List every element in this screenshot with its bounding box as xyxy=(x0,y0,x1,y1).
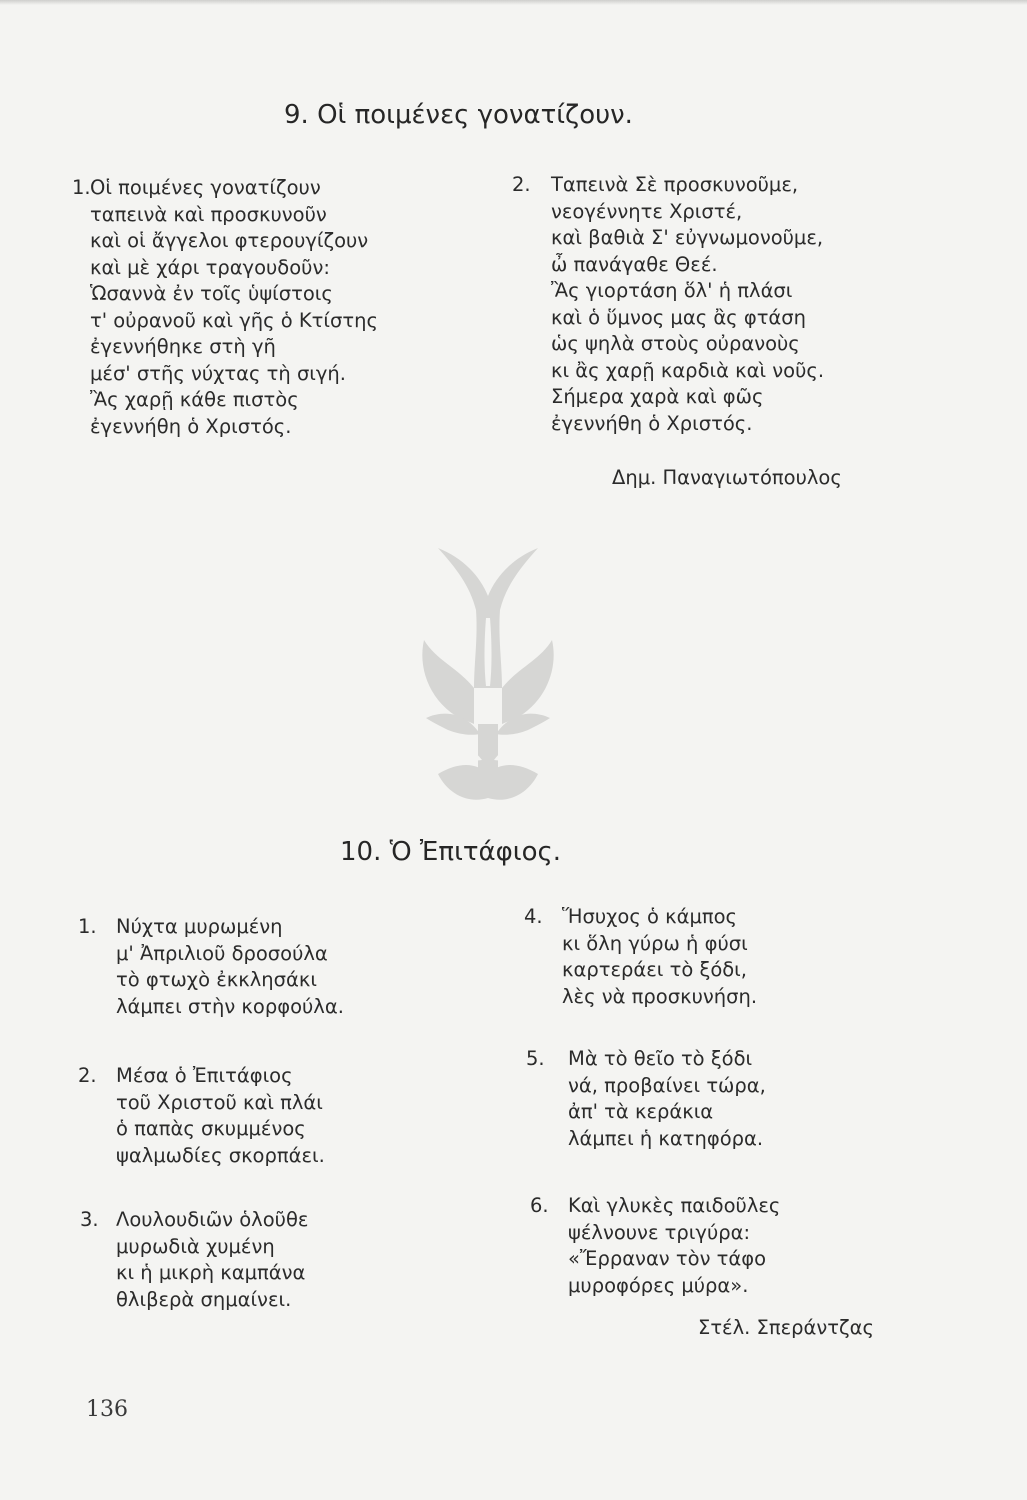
poem-9-stanza-1 xyxy=(90,175,378,440)
verse-line: μυρωδιὰ χυμένη xyxy=(116,1234,275,1258)
poem-10-stanza-5-number: 5. xyxy=(526,1047,545,1070)
poem-9-stanza-2 xyxy=(551,172,824,437)
verse-line: ἐγεννήθη ὁ Χριστός. xyxy=(551,411,753,435)
poem-9-stanza-1-number: 1. xyxy=(72,176,91,199)
verse-line: Μέσα ὁ Ἐπιτάφιος xyxy=(116,1064,293,1087)
verse-line: μ' Ἀπριλιοῦ δροσούλα xyxy=(116,941,328,965)
verse-line: νά, προβαίνει τώρα, xyxy=(568,1073,766,1097)
poem-10-author: Στέλ. Σπεράντζας xyxy=(698,1316,874,1339)
verse-line: τοῦ Χριστοῦ καὶ πλάι xyxy=(116,1090,323,1114)
verse-line: νεογέννητε Χριστέ, xyxy=(551,199,743,223)
verse-line: ψέλνουνε τριγύρα: xyxy=(568,1220,751,1244)
verse-line: λάμπει ἡ κατηφόρα. xyxy=(568,1126,764,1150)
verse-line: Ἂς χαρῇ κάθε πιστὸς xyxy=(90,388,299,411)
lily-ornament-icon xyxy=(418,548,558,804)
verse-line: λὲς νὰ προσκυνήση. xyxy=(562,984,758,1008)
verse-line: καὶ ὁ ὕμνος μας ἂς φτάση xyxy=(551,305,807,329)
verse-line: Μὰ τὸ θεῖο τὸ ξόδι xyxy=(568,1047,753,1070)
verse-line: μέσ' στῆς νύχτας τὴ σιγή. xyxy=(90,361,346,385)
poem-9-author: Δημ. Παναγιωτόπουλος xyxy=(612,466,842,489)
poem-10-stanza-3 xyxy=(116,1207,308,1313)
poem-10-stanza-6 xyxy=(568,1193,780,1299)
verse-line: Οἱ ποιμένες γονατίζουν xyxy=(90,176,321,199)
verse-line: ἀπ' τὰ κεράκια xyxy=(568,1100,714,1123)
verse-line: Καὶ γλυκὲς παιδοῦλες xyxy=(568,1194,781,1217)
poem-10-stanza-4 xyxy=(562,904,757,1010)
verse-line: καρτεράει τὸ ξόδι, xyxy=(562,958,747,981)
verse-line: θλιβερὰ σημαίνει. xyxy=(116,1287,292,1311)
verse-line: ψαλμωδίες σκορπάει. xyxy=(116,1143,325,1167)
poem-10-stanza-3-number: 3. xyxy=(80,1208,99,1231)
verse-line: ἐγεννήθη ὁ Χριστός. xyxy=(90,414,292,438)
verse-line: Ὡσαννὰ ἐν τοῖς ὑψίστοις xyxy=(90,282,333,305)
verse-line: κι ὅλη γύρω ἡ φύσι xyxy=(562,931,748,955)
verse-line: κι ἂς χαρῇ καρδιὰ καὶ νοῦς. xyxy=(551,358,825,382)
verse-line: Ταπεινὰ Σὲ προσκυνοῦμε, xyxy=(551,173,799,196)
page-top-edge xyxy=(0,0,1027,5)
poem-10-stanza-2 xyxy=(116,1063,325,1169)
poem-10-stanza-2-number: 2. xyxy=(78,1064,97,1087)
poem-10-title: 10. Ὁ Ἐπιτάφιος. xyxy=(340,837,562,867)
verse-line: Λουλουδιῶν ὁλοῦθε xyxy=(116,1208,309,1231)
verse-line: καὶ βαθιὰ Σ' εὐγνωμονοῦμε, xyxy=(551,226,824,249)
verse-line: Νύχτα μυρωμένη xyxy=(116,915,283,938)
page-number: 136 xyxy=(86,1397,128,1422)
verse-line: Ἥσυχος ὁ κάμπος xyxy=(562,905,737,928)
verse-line: ὦ πανάγαθε Θεέ. xyxy=(551,252,718,276)
poem-9-title: 9. Οἱ ποιμένες γονατίζουν. xyxy=(284,100,633,130)
poem-10-stanza-1 xyxy=(116,914,344,1020)
verse-line: τὸ φτωχὸ ἐκκλησάκι xyxy=(116,968,317,991)
verse-line: ὡς ψηλὰ στοὺς οὐρανοὺς xyxy=(551,332,800,355)
verse-line: καὶ οἱ ἄγγελοι φτερουγίζουν xyxy=(90,229,369,252)
verse-line: καὶ μὲ χάρι τραγουδοῦν: xyxy=(90,255,330,279)
verse-line: μυροφόρες μύρα». xyxy=(568,1273,749,1297)
poem-10-stanza-5 xyxy=(568,1046,766,1152)
verse-line: Ἂς γιορτάση ὅλ' ἡ πλάσι xyxy=(551,279,793,302)
verse-line: λάμπει στὴν κορφούλα. xyxy=(116,994,344,1018)
poem-10-stanza-1-number: 1. xyxy=(78,915,97,938)
verse-line: ἐγεννήθηκε στὴ γῆ xyxy=(90,335,276,358)
poem-10-stanza-6-number: 6. xyxy=(530,1194,549,1217)
poem-9-stanza-2-number: 2. xyxy=(512,173,531,196)
verse-line: ταπεινὰ καὶ προσκυνοῦν xyxy=(90,202,327,226)
verse-line: «Ἔρραναν τὸν τάφο xyxy=(568,1247,767,1270)
verse-line: κι ἡ μικρὴ καμπάνα xyxy=(116,1261,306,1284)
verse-line: ὁ παπὰς σκυμμένος xyxy=(116,1117,306,1140)
poem-10-stanza-4-number: 4. xyxy=(524,905,543,928)
verse-line: Σήμερα χαρὰ καὶ φῶς xyxy=(551,385,764,408)
verse-line: τ' οὐρανοῦ καὶ γῆς ὁ Κτίστης xyxy=(90,308,378,332)
